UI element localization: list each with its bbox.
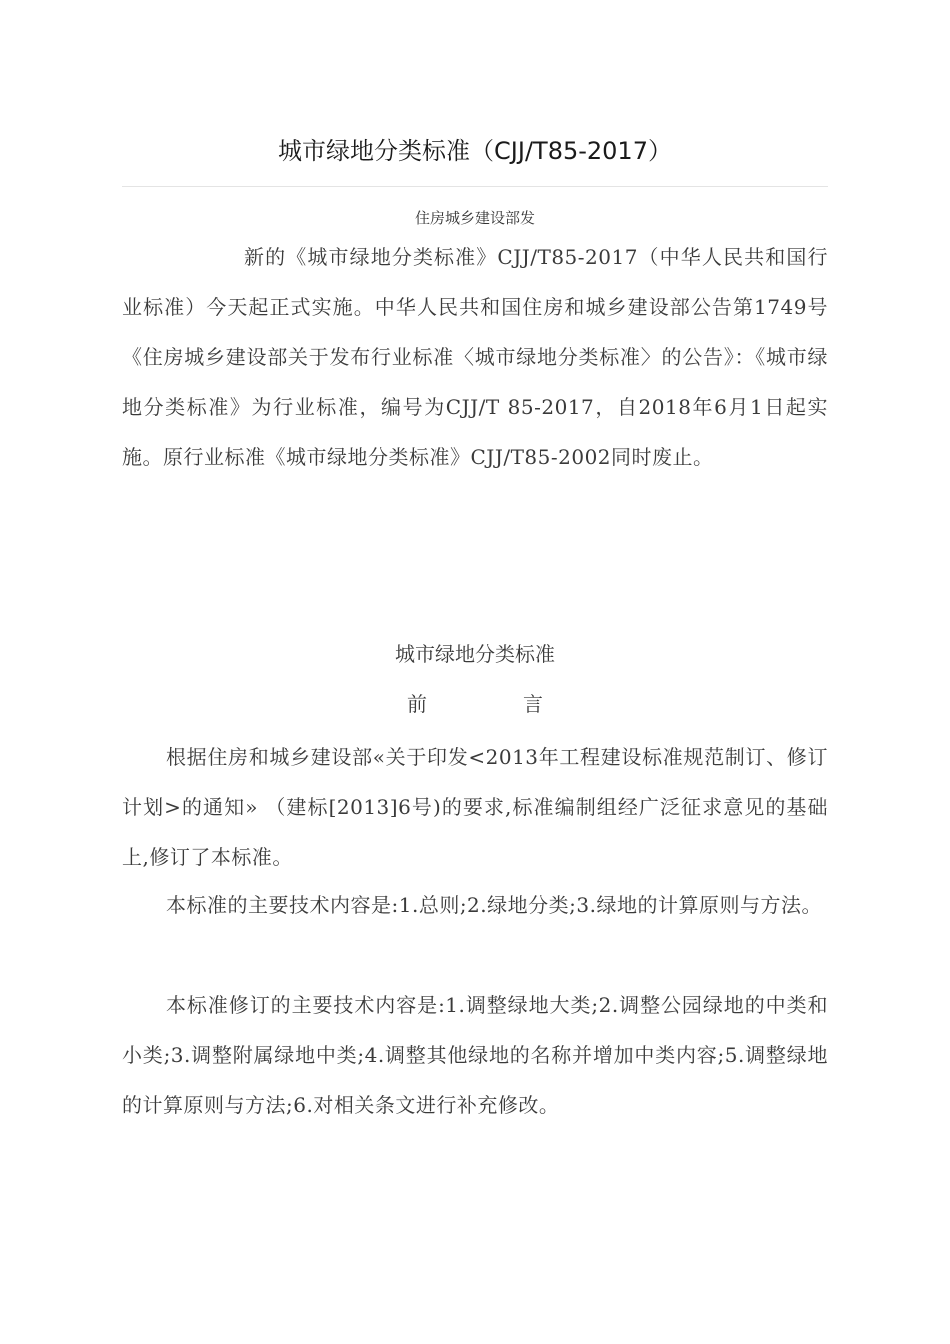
- body-paragraph: 根据住房和城乡建设部«关于印发<2013年工程建设标准规范制订、修订计划>的通知» （建标[2013]6号)的要求,标准编制组经广泛征求意见的基础上,修订了本标准。: [122, 745, 828, 869]
- intro-paragraph: 新的《城市绿地分类标准》CJJ/T85-2017（中华人民共和国行业标准）今天起正式实施。中华人民共和国住房和城乡建设部公告第1749号《住房城乡建设部关于发布行业标准〈城市绿地分类标准〉的公告》：《城市绿地分类标准》为行业标准，编号为CJJ/T 85-2017，自2018年6月1日起实施。原行业标准《城市绿地分类标准》CJJ/T85-2002同时废止。: [122, 245, 828, 469]
- document-title: 城市绿地分类标准（CJJ/T85-2017）: [278, 137, 672, 165]
- preface-heading-right: 言: [523, 692, 543, 716]
- preface-heading: [122, 686, 828, 722]
- title-divider: [122, 186, 828, 187]
- preface-heading-left: 前: [407, 692, 427, 716]
- section-title: 城市绿地分类标准: [395, 642, 555, 666]
- body-paragraph: 本标准修订的主要技术内容是:1.调整绿地大类;2.调整公园绿地的中类和小类;3.调整附属绿地中类;4.调整其他绿地的名称并增加中类内容;5.调整绿地的计算原则与方法;6.对相关条文进行补充修改。: [122, 993, 828, 1117]
- issuer-line: 住房城乡建设部发: [414, 209, 535, 227]
- body-paragraph: 本标准的主要技术内容是:1.总则;2.绿地分类;3.绿地的计算原则与方法。: [166, 893, 822, 917]
